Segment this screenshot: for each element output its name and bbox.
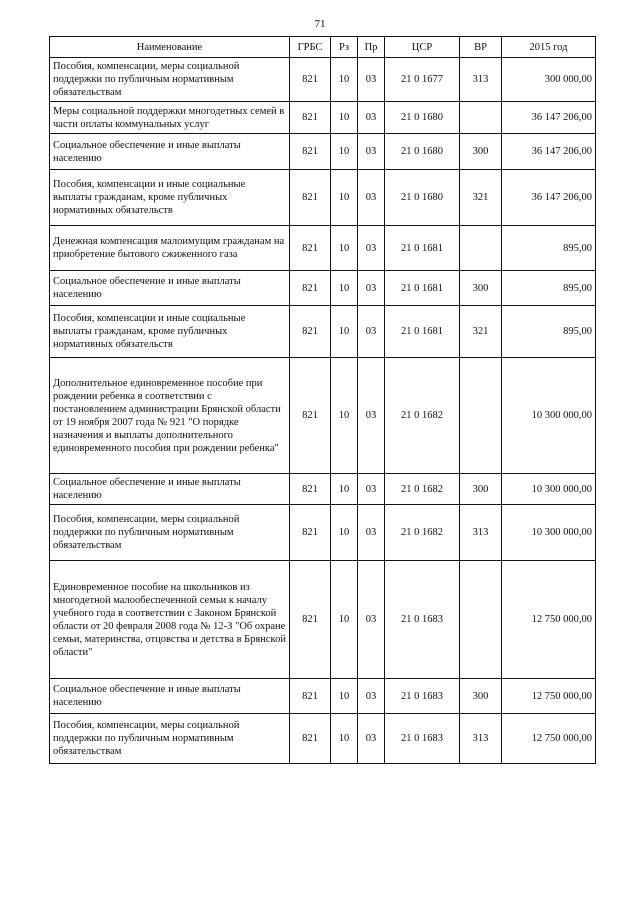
cell-amount: 12 750 000,00	[502, 714, 596, 764]
cell-grbs: 821	[290, 226, 331, 271]
cell-pr: 03	[358, 679, 385, 714]
cell-rz: 10	[331, 226, 358, 271]
cell-amount: 895,00	[502, 271, 596, 306]
cell-name: Социальное обеспечение и иные выплаты населению	[50, 271, 290, 306]
cell-pr: 03	[358, 58, 385, 102]
cell-pr: 03	[358, 714, 385, 764]
cell-csr: 21 0 1680	[385, 102, 460, 134]
cell-pr: 03	[358, 170, 385, 226]
col-header-csr: ЦСР	[385, 37, 460, 58]
cell-pr: 03	[358, 561, 385, 679]
cell-name: Социальное обеспечение и иные выплаты населению	[50, 134, 290, 170]
cell-name: Дополнительное единовременное пособие при рождении ребенка в соответствии с постановлением администрации Брянской области от 19 ноября 2007 года № 921 "О порядке назначения и выплаты дополнительного единовременного пособия при рождении ребенка"	[50, 358, 290, 474]
cell-grbs: 821	[290, 102, 331, 134]
cell-rz: 10	[331, 134, 358, 170]
cell-grbs: 821	[290, 505, 331, 561]
table-row	[50, 58, 596, 102]
cell-rz: 10	[331, 561, 358, 679]
cell-amount: 36 147 206,00	[502, 170, 596, 226]
cell-name: Единовременное пособие на школьников из многодетной малообеспеченной семьи к началу учебного года в соответствии с Законом Брянской области от 20 февраля 2008 года № 12-З "Об охране семьи, материнства, отцовства и детства в Брянской области"	[50, 561, 290, 679]
cell-grbs: 821	[290, 134, 331, 170]
cell-rz: 10	[331, 170, 358, 226]
col-header-vr: ВР	[460, 37, 502, 58]
cell-vr: 300	[460, 271, 502, 306]
table-row	[50, 226, 596, 271]
cell-pr: 03	[358, 102, 385, 134]
cell-pr: 03	[358, 134, 385, 170]
table-row	[50, 561, 596, 679]
cell-grbs: 821	[290, 306, 331, 358]
cell-pr: 03	[358, 474, 385, 505]
cell-csr: 21 0 1681	[385, 226, 460, 271]
cell-csr: 21 0 1683	[385, 679, 460, 714]
cell-csr: 21 0 1683	[385, 561, 460, 679]
cell-rz: 10	[331, 58, 358, 102]
cell-grbs: 821	[290, 474, 331, 505]
cell-vr: 313	[460, 58, 502, 102]
page-number: 71	[314, 18, 326, 30]
cell-vr: 313	[460, 505, 502, 561]
cell-rz: 10	[331, 102, 358, 134]
cell-vr	[460, 226, 502, 271]
cell-name: Денежная компенсация малоимущим гражданам на приобретение бытового сжиженного газа	[50, 226, 290, 271]
cell-name: Меры социальной поддержки многодетных семей в части оплаты коммунальных услуг	[50, 102, 290, 134]
cell-rz: 10	[331, 679, 358, 714]
cell-name: Социальное обеспечение и иные выплаты населению	[50, 679, 290, 714]
cell-rz: 10	[331, 271, 358, 306]
cell-rz: 10	[331, 474, 358, 505]
cell-rz: 10	[331, 714, 358, 764]
table-row	[50, 170, 596, 226]
cell-amount: 10 300 000,00	[502, 505, 596, 561]
cell-vr: 300	[460, 474, 502, 505]
cell-vr	[460, 561, 502, 679]
col-header-year: 2015 год	[502, 37, 596, 58]
budget-table	[49, 36, 596, 764]
cell-vr: 321	[460, 306, 502, 358]
cell-amount: 10 300 000,00	[502, 358, 596, 474]
col-header-grbs: ГРБС	[290, 37, 331, 58]
cell-grbs: 821	[290, 679, 331, 714]
cell-amount: 10 300 000,00	[502, 474, 596, 505]
cell-amount: 12 750 000,00	[502, 561, 596, 679]
cell-csr: 21 0 1681	[385, 271, 460, 306]
cell-rz: 10	[331, 505, 358, 561]
cell-csr: 21 0 1683	[385, 714, 460, 764]
cell-csr: 21 0 1680	[385, 134, 460, 170]
cell-grbs: 821	[290, 170, 331, 226]
cell-pr: 03	[358, 505, 385, 561]
table-row	[50, 306, 596, 358]
cell-vr: 313	[460, 714, 502, 764]
cell-vr: 321	[460, 170, 502, 226]
col-header-pr: Пр	[358, 37, 385, 58]
cell-csr: 21 0 1680	[385, 170, 460, 226]
cell-csr: 21 0 1682	[385, 474, 460, 505]
cell-csr: 21 0 1677	[385, 58, 460, 102]
cell-name: Пособия, компенсации, меры социальной поддержки по публичным нормативным обязательствам	[50, 58, 290, 102]
cell-name: Социальное обеспечение и иные выплаты населению	[50, 474, 290, 505]
cell-amount: 36 147 206,00	[502, 134, 596, 170]
cell-pr: 03	[358, 306, 385, 358]
cell-vr	[460, 358, 502, 474]
cell-rz: 10	[331, 306, 358, 358]
cell-pr: 03	[358, 271, 385, 306]
table-row	[50, 271, 596, 306]
col-header-rz: Рз	[331, 37, 358, 58]
cell-pr: 03	[358, 358, 385, 474]
cell-vr: 300	[460, 134, 502, 170]
cell-amount: 895,00	[502, 306, 596, 358]
table-row	[50, 714, 596, 764]
cell-vr	[460, 102, 502, 134]
cell-csr: 21 0 1682	[385, 505, 460, 561]
table-row	[50, 679, 596, 714]
cell-name: Пособия, компенсации и иные социальные выплаты гражданам, кроме публичных нормативных обязательств	[50, 170, 290, 226]
cell-grbs: 821	[290, 271, 331, 306]
cell-csr: 21 0 1682	[385, 358, 460, 474]
cell-amount: 300 000,00	[502, 58, 596, 102]
table-row	[50, 102, 596, 134]
table-row	[50, 134, 596, 170]
cell-amount: 36 147 206,00	[502, 102, 596, 134]
cell-grbs: 821	[290, 358, 331, 474]
cell-vr: 300	[460, 679, 502, 714]
table-header-row	[50, 37, 596, 58]
cell-rz: 10	[331, 358, 358, 474]
cell-grbs: 821	[290, 58, 331, 102]
cell-name: Пособия, компенсации и иные социальные выплаты гражданам, кроме публичных нормативных обязательств	[50, 306, 290, 358]
cell-amount: 12 750 000,00	[502, 679, 596, 714]
table-row	[50, 474, 596, 505]
cell-csr: 21 0 1681	[385, 306, 460, 358]
table-row	[50, 358, 596, 474]
table-row	[50, 505, 596, 561]
col-header-name: Наименование	[50, 37, 290, 58]
cell-amount: 895,00	[502, 226, 596, 271]
cell-pr: 03	[358, 226, 385, 271]
cell-grbs: 821	[290, 714, 331, 764]
cell-name: Пособия, компенсации, меры социальной поддержки по публичным нормативным обязательствам	[50, 505, 290, 561]
cell-grbs: 821	[290, 561, 331, 679]
cell-name: Пособия, компенсации, меры социальной поддержки по публичным нормативным обязательствам	[50, 714, 290, 764]
